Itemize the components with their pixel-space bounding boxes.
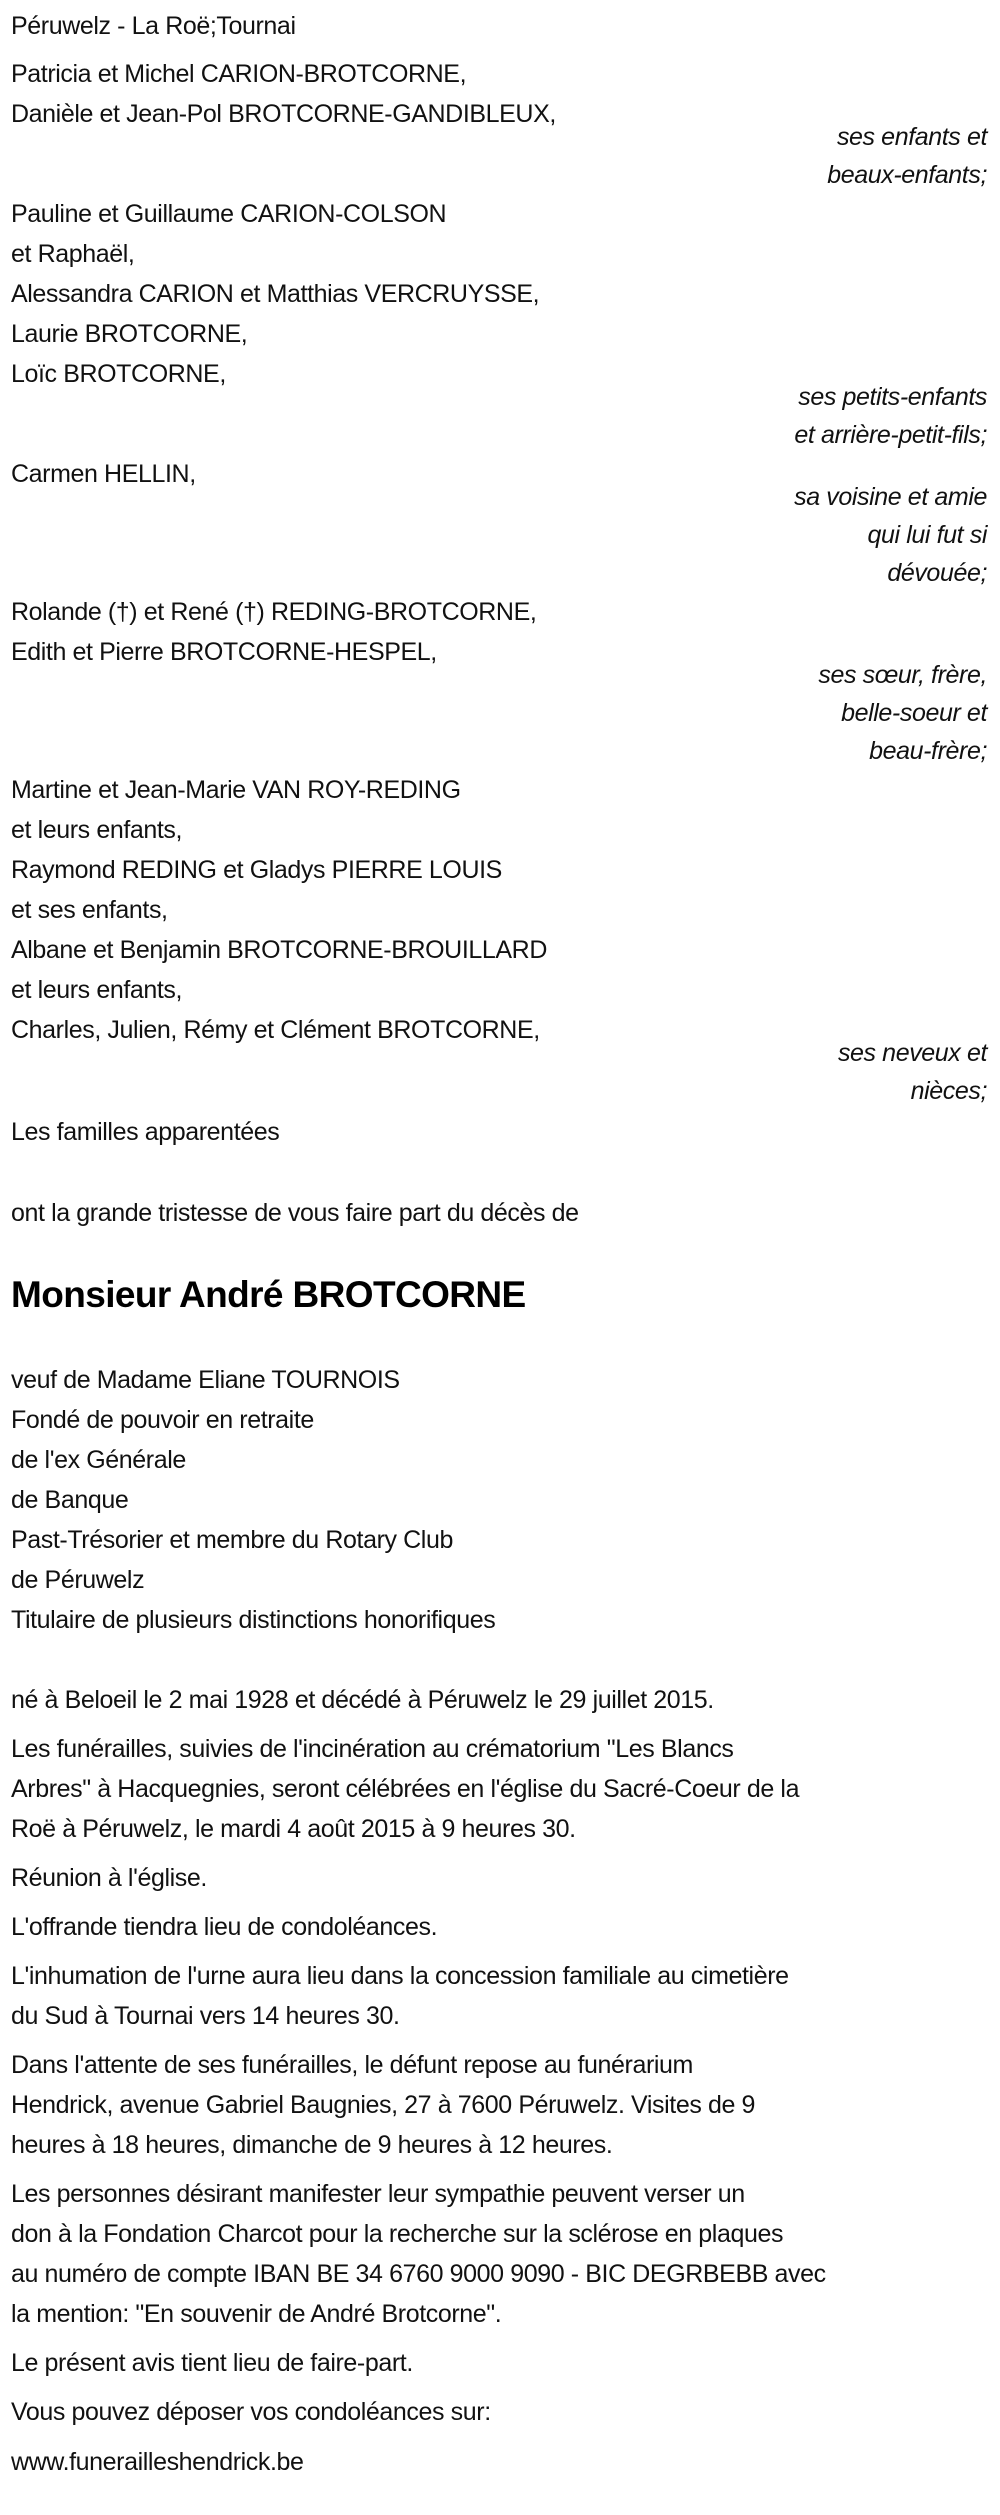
detail-line: Titulaire de plusieurs distinctions honorifiques [11,1606,496,1634]
relation-line: ses sœur, frère, [818,661,987,689]
deceased-details [11,1360,987,1640]
family-member-line: et ses enfants, [11,896,168,924]
family-member-line: Laurie BROTCORNE, [11,320,248,348]
paragraph-line: Hendrick, avenue Gabriel Baugnies, 27 à 7600 Péruwelz. Visites de 9 [11,2091,756,2119]
family-member-line: Danièle et Jean-Pol BROTCORNE-GANDIBLEUX, [11,100,556,128]
funeral-info [11,1729,987,2432]
website-link[interactable]: www.funerailleshendrick.be [11,2448,304,2476]
family-member-line: et Raphaël, [11,240,135,268]
detail-line: de l'ex Générale [11,1446,186,1474]
family-member-line: Rolande (†) et René (†) REDING-BROTCORNE, [11,598,537,626]
family-member-line: Charles, Julien, Rémy et Clément BROTCORNE, [11,1016,540,1044]
related-families: Les familles apparentées [11,1118,280,1146]
paragraph-line: Réunion à l'église. [11,1864,207,1892]
family-member-line: Carmen HELLIN, [11,460,196,488]
family-member-line: Raymond REDING et Gladys PIERRE LOUIS [11,856,502,884]
relation-label [11,478,987,592]
paragraph-line: au numéro de compte IBAN BE 34 6760 9000 9090 - BIC DEGRBEBB avec [11,2260,826,2288]
relation-line: ses enfants et [836,123,987,151]
birth-death: né à Beloeil le 2 mai 1928 et décédé à Péruwelz le 29 juillet 2015. [11,1686,714,1714]
info-paragraph [11,2174,987,2334]
info-paragraph [11,2045,987,2165]
family-group [11,54,987,194]
paragraph-line: L'offrande tiendra lieu de condoléances. [11,1913,438,1941]
relation-line: nièces; [910,1077,987,1105]
relation-line: sa voisine et amie [794,483,987,511]
family-member-line: Loïc BROTCORNE, [11,360,226,388]
relation-line: ses petits-enfants [798,383,987,411]
info-paragraph [11,1956,987,2036]
paragraph-line: Roë à Péruwelz, le mardi 4 août 2015 à 9 heures 30. [11,1815,576,1843]
family-member-line: et leurs enfants, [11,976,183,1004]
detail-line: Fondé de pouvoir en retraite [11,1406,314,1434]
relation-line: beaux-enfants; [827,161,987,189]
paragraph-line: Dans l'attente de ses funérailles, le défunt repose au funérarium [11,2051,693,2079]
info-paragraph [11,1907,987,1947]
family-member-line: Alessandra CARION et Matthias VERCRUYSSE, [11,280,540,308]
family-list [11,54,987,1110]
relation-line: qui lui fut si [867,521,987,549]
family-group [11,194,987,454]
detail-line: de Péruwelz [11,1566,145,1594]
location: Péruwelz - La Roë;Tournai [11,12,296,40]
relation-label [11,656,987,770]
family-member-line: Albane et Benjamin BROTCORNE-BROUILLARD [11,936,547,964]
detail-line: Past-Trésorier et membre du Rotary Club [11,1526,453,1554]
detail-line: de Banque [11,1486,129,1514]
family-member-line: et leurs enfants, [11,816,183,844]
family-member-line: Patricia et Michel CARION-BROTCORNE, [11,60,467,88]
family-group [11,592,987,770]
announcement: ont la grande tristesse de vous faire part du décès de [11,1199,579,1227]
info-paragraph [11,1729,987,1849]
family-group [11,454,987,592]
paragraph-line: la mention: "En souvenir de André Brotcorne". [11,2300,502,2328]
paragraph-line: Le présent avis tient lieu de faire-part. [11,2349,413,2377]
paragraph-line: don à la Fondation Charcot pour la recherche sur la sclérose en plaques [11,2220,784,2248]
family-member-line: Edith et Pierre BROTCORNE-HESPEL, [11,638,437,666]
relation-line: beau-frère; [869,737,987,765]
relation-line: belle-soeur et [841,699,987,727]
paragraph-line: Les funérailles, suivies de l'incinération au crématorium "Les Blancs [11,1735,734,1763]
deceased-name: Monsieur André BROTCORNE [11,1274,526,1315]
family-group [11,770,987,1110]
relation-line: dévouée; [887,559,987,587]
paragraph-line: Les personnes désirant manifester leur sympathie peuvent verser un [11,2180,745,2208]
info-paragraph [11,2392,987,2432]
family-member-line: Pauline et Guillaume CARION-COLSON [11,200,447,228]
paragraph-line: du Sud à Tournai vers 14 heures 30. [11,2002,400,2030]
relation-line: ses neveux et [837,1039,987,1067]
info-paragraph [11,1858,987,1898]
paragraph-line: heures à 18 heures, dimanche de 9 heures à 12 heures. [11,2131,613,2159]
family-member-line: Martine et Jean-Marie VAN ROY-REDING [11,776,461,804]
paragraph-line: Vous pouvez déposer vos condoléances sur: [11,2398,491,2426]
paragraph-line: L'inhumation de l'urne aura lieu dans la concession familiale au cimetière [11,1962,789,1990]
paragraph-line: Arbres" à Hacquegnies, seront célébrées en l'église du Sacré-Coeur de la [11,1775,800,1803]
detail-line: veuf de Madame Eliane TOURNOIS [11,1366,400,1394]
info-paragraph [11,2343,987,2383]
relation-line: et arrière-petit-fils; [794,421,987,449]
